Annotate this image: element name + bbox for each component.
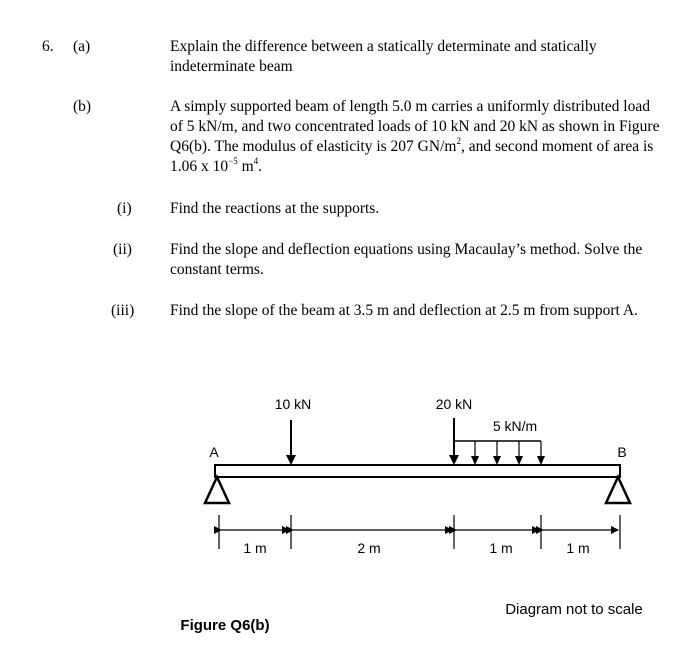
question-number: 6. xyxy=(42,38,54,55)
dimension-ticks xyxy=(219,515,620,549)
part-a-label: (a) xyxy=(73,38,91,55)
subpart-i-label: (i) xyxy=(117,200,132,217)
support-a-label: A xyxy=(209,444,219,460)
udl-label: 5 kN/m xyxy=(492,418,538,434)
beam xyxy=(215,465,620,477)
part-b-label: (b) xyxy=(73,98,92,115)
figure-note: Diagram not to scale xyxy=(505,601,643,618)
pin-support-b xyxy=(606,477,630,503)
pin-support-a xyxy=(205,477,229,503)
subpart-ii-label: (ii) xyxy=(113,241,132,258)
figure-caption: Figure Q6(b) xyxy=(180,617,270,634)
load-10kn-label: 10 kN xyxy=(274,396,312,412)
part-b-text: A simply supported beam of length 5.0 m carries a uniformly distributed load of 5 kN/m, and two concentrated loads of 10 kN and 20 kN as shown in Figure Q6(b). The modulus of elasticity is 207 $GN/m^2$, and second moment of area is 1.06 x $10^{-5}$ $m^4$. xyxy=(170,98,660,175)
dim-label-1: 1 m xyxy=(243,540,267,556)
load-20kn-label: 20 kN xyxy=(435,396,473,412)
subpart-i-text: Find the reactions at the supports. xyxy=(170,200,380,217)
subpart-ii-text: Find the slope and deflection equations using Macaulay’s method. Solve the constant terms. xyxy=(170,241,643,278)
subpart-iii-text: Find the slope of the beam at 3.5 m and deflection at 2.5 m from support A. xyxy=(170,302,638,319)
dim-label-2: 2 m xyxy=(357,540,381,556)
subpart-iii-label: (iii) xyxy=(111,302,135,319)
support-b-label: B xyxy=(617,444,627,460)
dim-label-4: 1 m xyxy=(566,540,590,556)
udl-arrows xyxy=(454,441,545,465)
part-a-text: Explain the difference between a statically determinate and statically indeterminate beam xyxy=(170,38,597,75)
point-load-10kn-arrow xyxy=(286,420,296,465)
dim-label-3: 1 m xyxy=(489,540,513,556)
